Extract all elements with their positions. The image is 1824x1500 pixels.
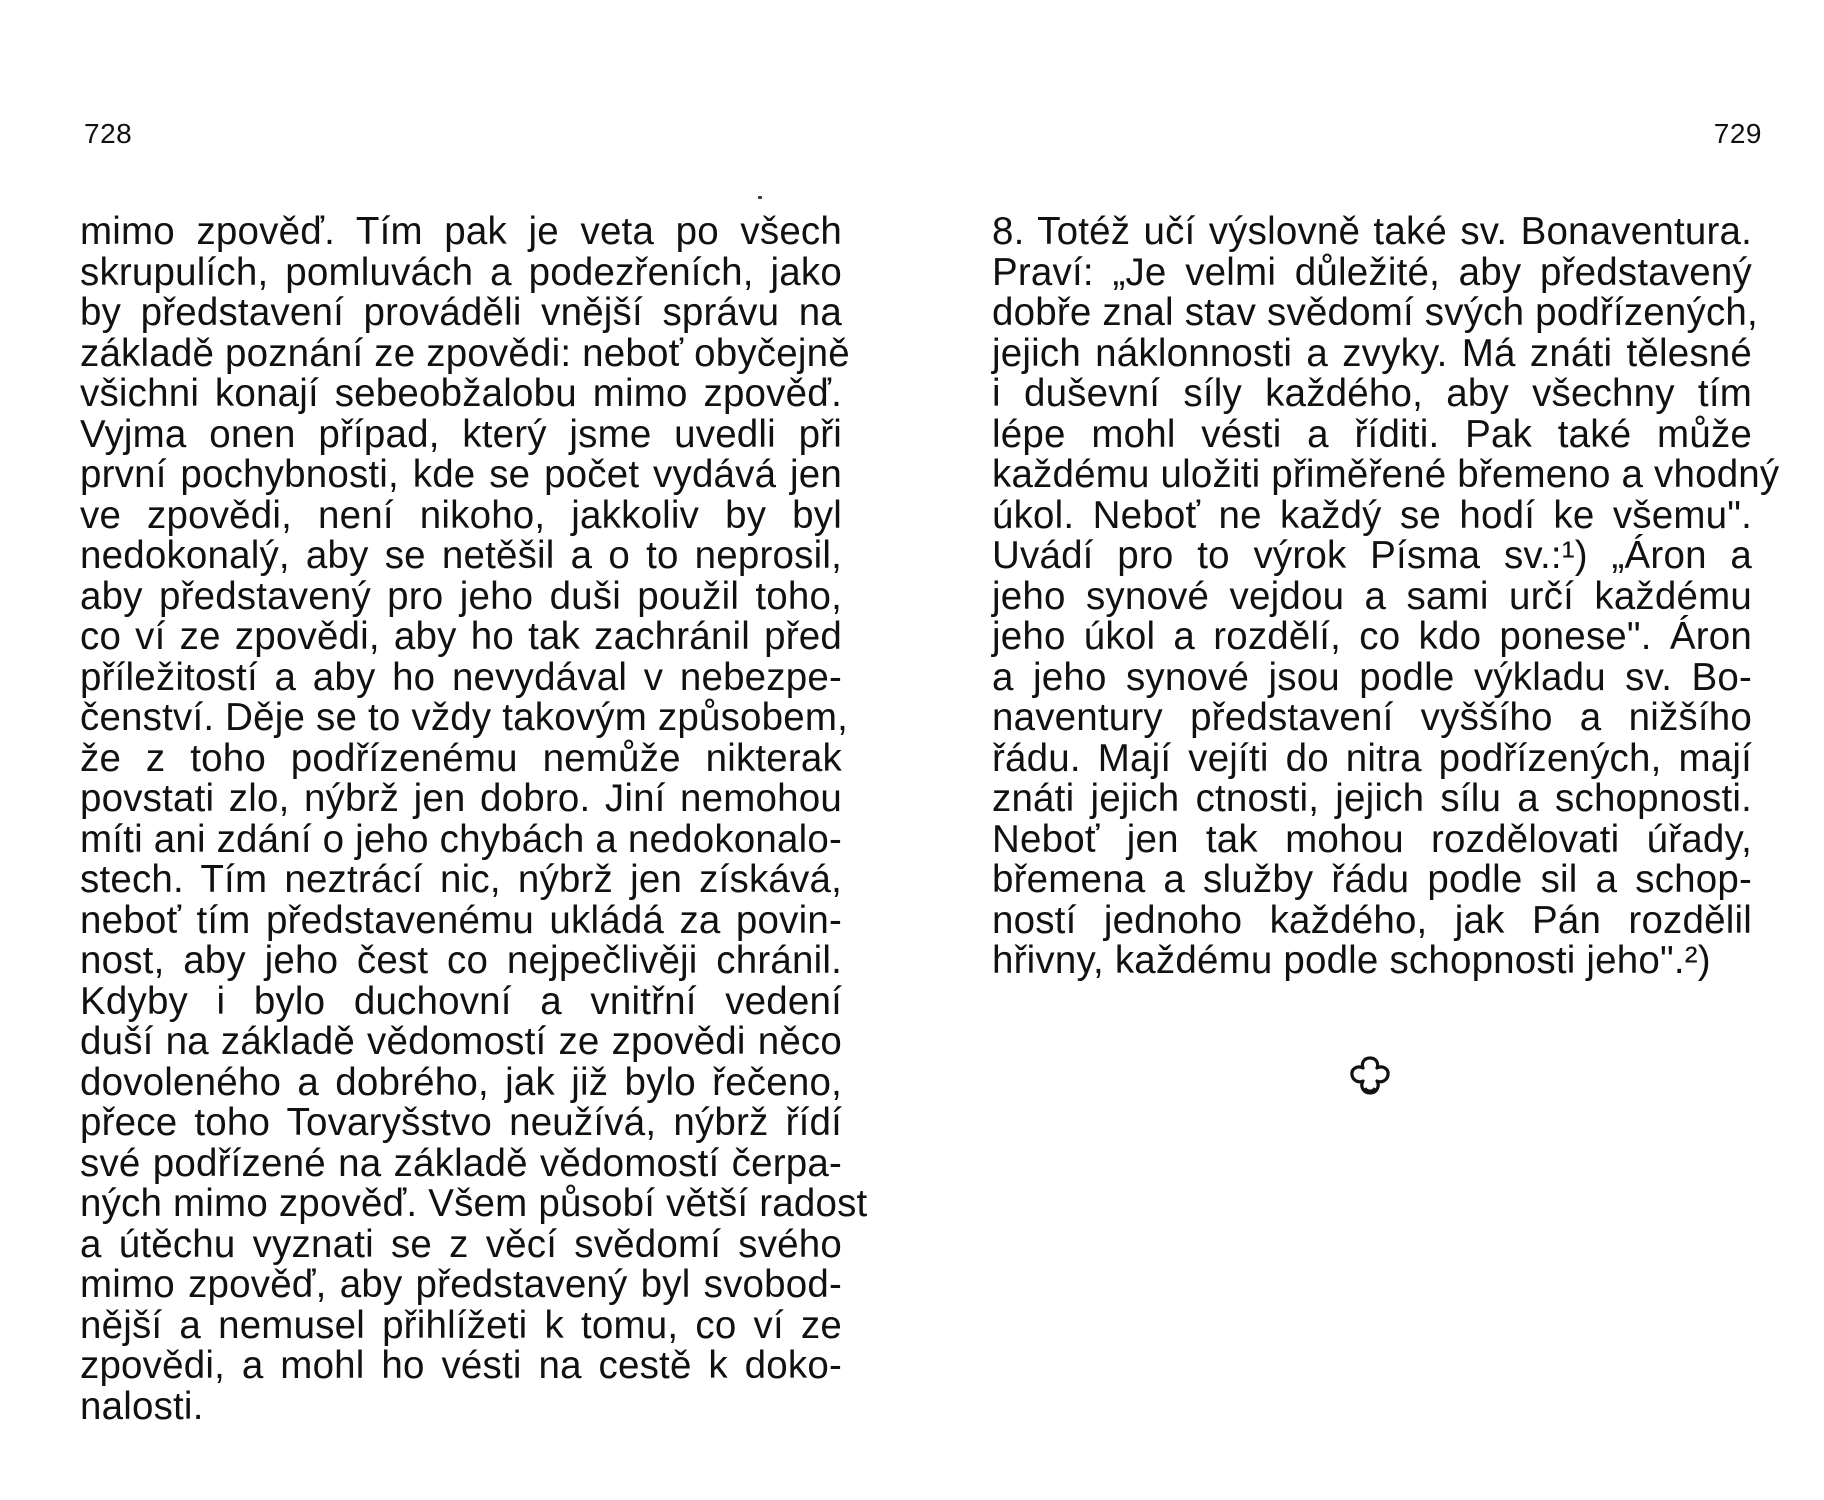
text-line: Praví: „Je velmi důležité, aby představený: [992, 250, 1752, 294]
text-line: čenství. Děje se to vždy takovým způsobem,: [80, 696, 849, 739]
text-line: úkol. Neboť ne každý se hodí ke všemu".: [992, 493, 1752, 537]
text-line: Neboť jen tak mohou rozdělovati úřady,: [992, 817, 1752, 861]
text-line: a jeho synové jsou podle výkladu sv. Bo-: [992, 655, 1752, 699]
text-line: jeho úkol a rozdělí, co kdo ponese". Áron: [992, 615, 1752, 658]
right-body-text: [992, 210, 1780, 982]
text-line: lépe mohl vésti a říditi. Pak také může: [992, 412, 1752, 456]
text-line: že z toho podřízenému nemůže nikterak: [80, 736, 842, 780]
page-number-right: 729: [1713, 118, 1762, 149]
text-line: břemena a služby řádu podle sil a schop-: [992, 858, 1752, 901]
text-line: nost, aby jeho čest co nejpečlivěji chránil.: [80, 939, 842, 982]
text-line: ných mimo zpověď. Všem působí větší radost: [80, 1182, 868, 1225]
text-line: ností jednoho každého, jak Pán rozdělil: [992, 898, 1752, 942]
text-line: všichni konají sebeobžalobu mimo zpověď.: [80, 372, 842, 415]
text-line: Kdyby i bylo duchovní a vnitřní vedení: [80, 979, 842, 1023]
text-line: nalosti.: [80, 1384, 204, 1428]
page-number-left: 728: [84, 118, 133, 149]
text-line: 8. Totéž učí výslovně také sv. Bonaventura.: [992, 210, 1752, 253]
text-line: každému uložiti přiměřené břemeno a vhodný: [992, 453, 1780, 496]
text-line: zpovědi, a mohl ho vésti na cestě k doko-: [80, 1344, 842, 1387]
text-line: příležitostí a aby ho nevydával v nebezpe-: [80, 655, 842, 699]
text-line: stech. Tím neztrácí nic, nýbrž jen získává,: [80, 858, 842, 901]
text-line: nější a nemusel přihlížeti k tomu, co ví ze: [80, 1303, 842, 1347]
text-line: řádu. Mají vejíti do nitra podřízených, mají: [992, 736, 1752, 780]
text-line: míti ani zdání o jeho chybách a nedokonalo-: [80, 817, 842, 861]
text-line: by představení prováděli vnější správu na: [80, 291, 842, 334]
text-line: své podřízené na základě vědomostí čerpa-: [80, 1141, 842, 1185]
text-line: přece toho Tovaryšstvo neužívá, nýbrž řídí: [80, 1101, 842, 1144]
text-line: Uvádí pro to výrok Písma sv.:¹) „Áron a: [992, 534, 1752, 577]
print-speck: [758, 196, 762, 199]
text-line: první pochybnosti, kde se počet vydává jen: [80, 453, 842, 496]
text-line: skrupulích, pomluvách a podezřeních, jako: [80, 250, 842, 294]
left-body-text: [80, 210, 868, 1428]
text-line: hřivny, každému podle schopnosti jeho".²): [992, 939, 1711, 982]
text-line: mimo zpověď. Tím pak je veta po všech: [80, 210, 842, 253]
text-line: dovoleného a dobrého, jak již bylo řečeno,: [80, 1060, 842, 1104]
text-line: povstati zlo, nýbrž jen dobro. Jiní nemohou: [80, 777, 842, 820]
text-line: nedokonalý, aby se netěšil a o to neprosil,: [80, 534, 842, 577]
text-line: neboť tím představenému ukládá za povin-: [80, 898, 842, 942]
text-line: naventury představení vyššího a nižšího: [992, 696, 1752, 739]
text-line: základě poznání ze zpovědi: neboť obyčejně: [80, 331, 850, 375]
right-page: [912, 0, 1824, 1500]
text-line: mimo zpověď, aby představený byl svobod-: [80, 1263, 842, 1306]
text-line: dobře znal stav svědomí svých podřízených,: [992, 291, 1758, 334]
text-line: i duševní síly každého, aby všechny tím: [992, 372, 1752, 415]
text-line: co ví ze zpovědi, aby ho tak zachránil před: [80, 615, 842, 658]
text-line: ve zpovědi, není nikoho, jakkoliv by byl: [80, 493, 842, 537]
text-line: a útěchu vyznati se z věcí svědomí svého: [80, 1222, 842, 1266]
knot-ornament-icon: [1346, 1052, 1394, 1100]
text-line: jejich náklonnosti a zvyky. Má znáti tělesné: [992, 331, 1752, 375]
text-line: Vyjma onen případ, který jsme uvedli při: [80, 412, 842, 456]
text-line: jeho synové vejdou a sami určí každému: [992, 574, 1752, 618]
text-line: aby představený pro jeho duši použil toho,: [80, 574, 842, 618]
text-line: duší na základě vědomostí ze zpovědi něco: [80, 1020, 842, 1063]
text-line: znáti jejich ctnosti, jejich sílu a schopnosti.: [992, 777, 1752, 820]
